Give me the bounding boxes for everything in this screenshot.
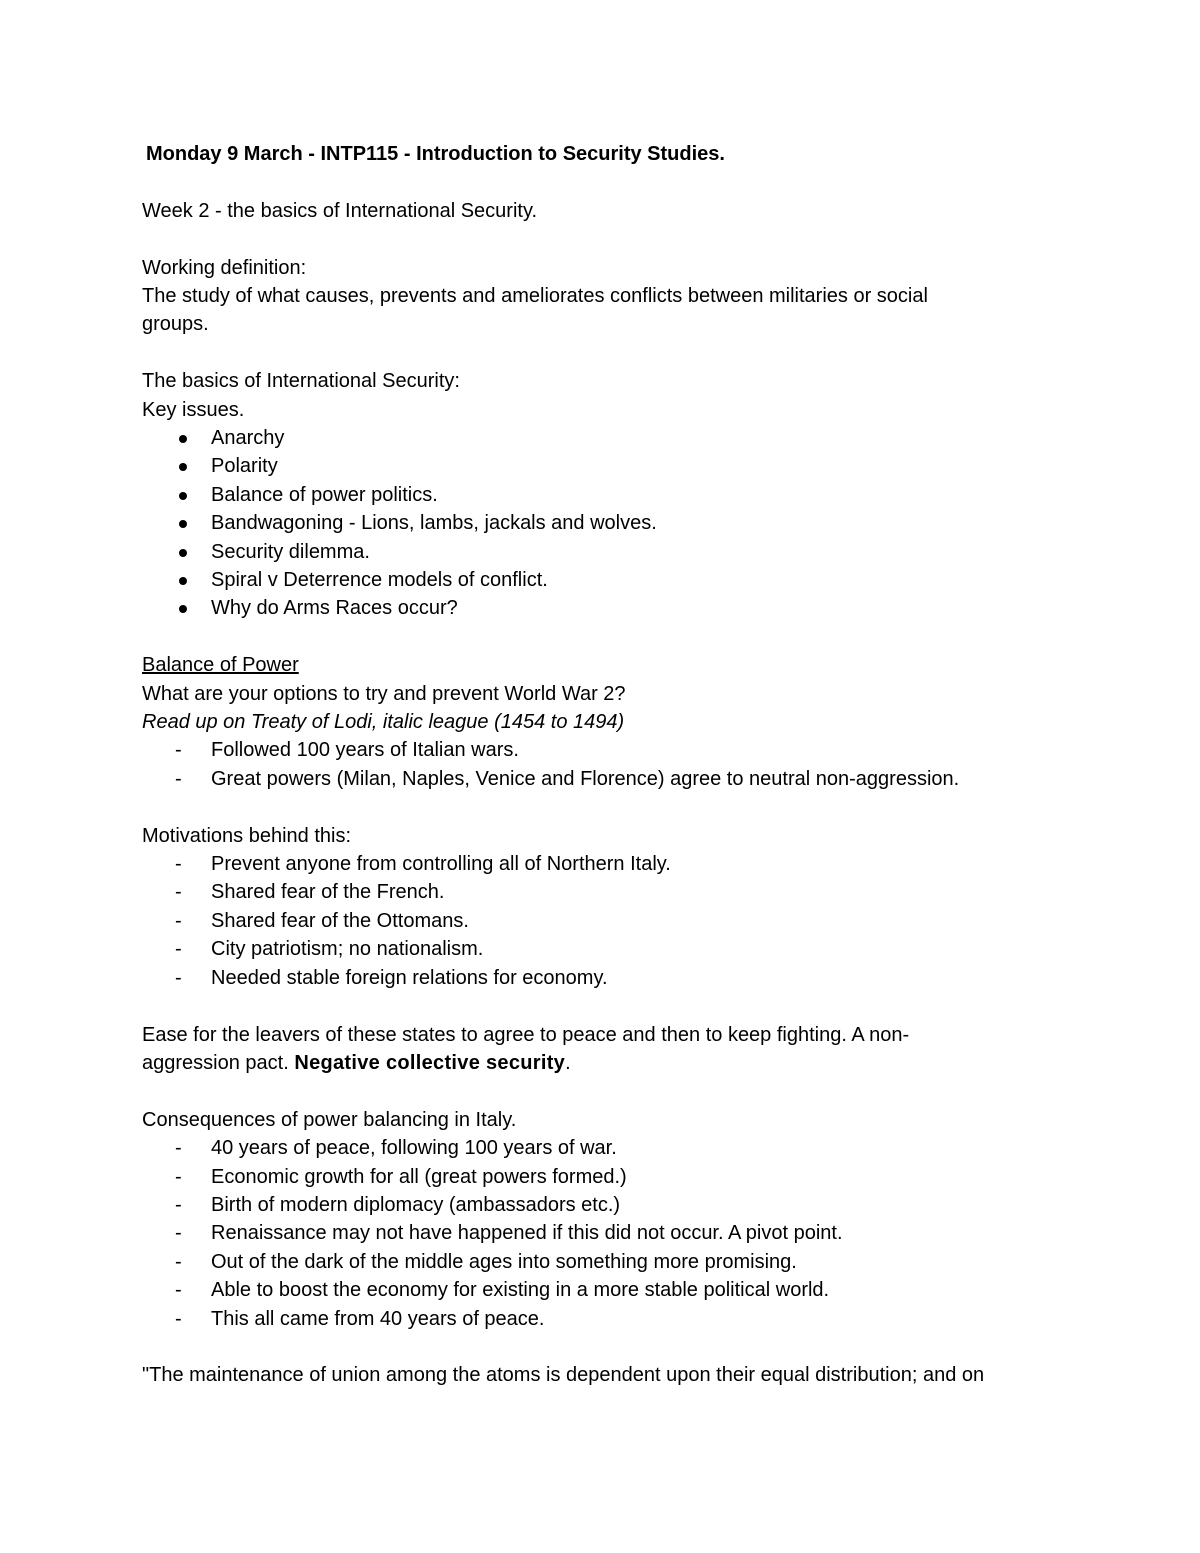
- spacer: [142, 168, 1082, 196]
- list-item: Spiral v Deterrence models of conflict.: [142, 566, 1082, 594]
- list-item: - Economic growth for all (great powers formed.): [142, 1163, 1082, 1191]
- week-heading: Week 2 - the basics of International Security.: [142, 199, 538, 222]
- list-item: - City patriotism; no nationalism.: [142, 935, 1082, 963]
- list-item: - Followed 100 years of Italian wars.: [142, 736, 1082, 764]
- balance-of-power-heading: Balance of Power: [142, 654, 299, 677]
- list-item: Security dilemma.: [142, 538, 1082, 566]
- list-item: Why do Arms Races occur?: [142, 594, 1082, 622]
- quote-line: "The maintenance of union among the atoms is dependent upon their equal distribution; and on: [142, 1364, 985, 1387]
- key-issues-list: [142, 424, 1082, 623]
- list-item: - Renaissance may not have happened if this did not occur. A pivot point.: [142, 1219, 1082, 1247]
- basics-heading: The basics of International Security:: [142, 370, 460, 393]
- list-item: Bandwagoning - Lions, lambs, jackals and wolves.: [142, 509, 1082, 537]
- spacer: [142, 992, 1082, 1020]
- list-item: - Able to boost the economy for existing in a more stable political world.: [142, 1276, 1082, 1304]
- ease-paragraph-line-1: Ease for the leavers of these states to agree to peace and then to keep fighting. A non-: [142, 1023, 910, 1046]
- spacer: [142, 793, 1082, 821]
- ease-text: aggression pact.: [142, 1051, 295, 1074]
- list-item: - Great powers (Milan, Naples, Venice and Florence) agree to neutral non-aggression.: [142, 765, 1082, 793]
- list-item: Balance of power politics.: [142, 481, 1082, 509]
- motivations-label: Motivations behind this:: [142, 824, 352, 847]
- list-item: - 40 years of peace, following 100 years of war.: [142, 1134, 1082, 1162]
- working-definition-label: Working definition:: [142, 256, 307, 279]
- list-item: - Birth of modern diplomacy (ambassadors etc.): [142, 1191, 1082, 1219]
- list-item: - Out of the dark of the middle ages into something more promising.: [142, 1248, 1082, 1276]
- list-item: - Prevent anyone from controlling all of Northern Italy.: [142, 850, 1082, 878]
- list-item: - This all came from 40 years of peace.: [142, 1305, 1082, 1333]
- consequences-label: Consequences of power balancing in Italy.: [142, 1108, 517, 1131]
- working-definition-line-2: groups.: [142, 313, 209, 336]
- spacer: [142, 225, 1082, 253]
- list-item: Polarity: [142, 452, 1082, 480]
- balance-of-power-question: What are your options to try and prevent World War 2?: [142, 682, 626, 705]
- working-definition-line-1: The study of what causes, prevents and ameliorates conflicts between militaries or social: [142, 285, 928, 307]
- negative-collective-security-term: Negative collective security: [294, 1051, 566, 1074]
- list-item: - Needed stable foreign relations for economy.: [142, 964, 1082, 992]
- key-issues-label: Key issues.: [142, 398, 245, 421]
- read-up-note: Read up on Treaty of Lodi, italic league (1454 to 1494): [142, 711, 625, 734]
- list-item: - Shared fear of the Ottomans.: [142, 907, 1082, 935]
- motivations-list: [142, 850, 1082, 992]
- balance-of-power-list: [142, 736, 1082, 793]
- consequences-list: [142, 1134, 1082, 1333]
- spacer: [142, 1333, 1082, 1361]
- spacer: [142, 623, 1082, 651]
- list-item: - Shared fear of the French.: [142, 878, 1082, 906]
- document-page: [142, 138, 1082, 1390]
- document-title: Monday 9 March - INTP115 - Introduction to Security Studies.: [146, 143, 725, 165]
- list-item: Anarchy: [142, 424, 1082, 452]
- ease-period: .: [565, 1051, 571, 1074]
- spacer: [142, 339, 1082, 367]
- spacer: [142, 1077, 1082, 1105]
- ease-paragraph-line-2: [142, 1049, 1082, 1077]
